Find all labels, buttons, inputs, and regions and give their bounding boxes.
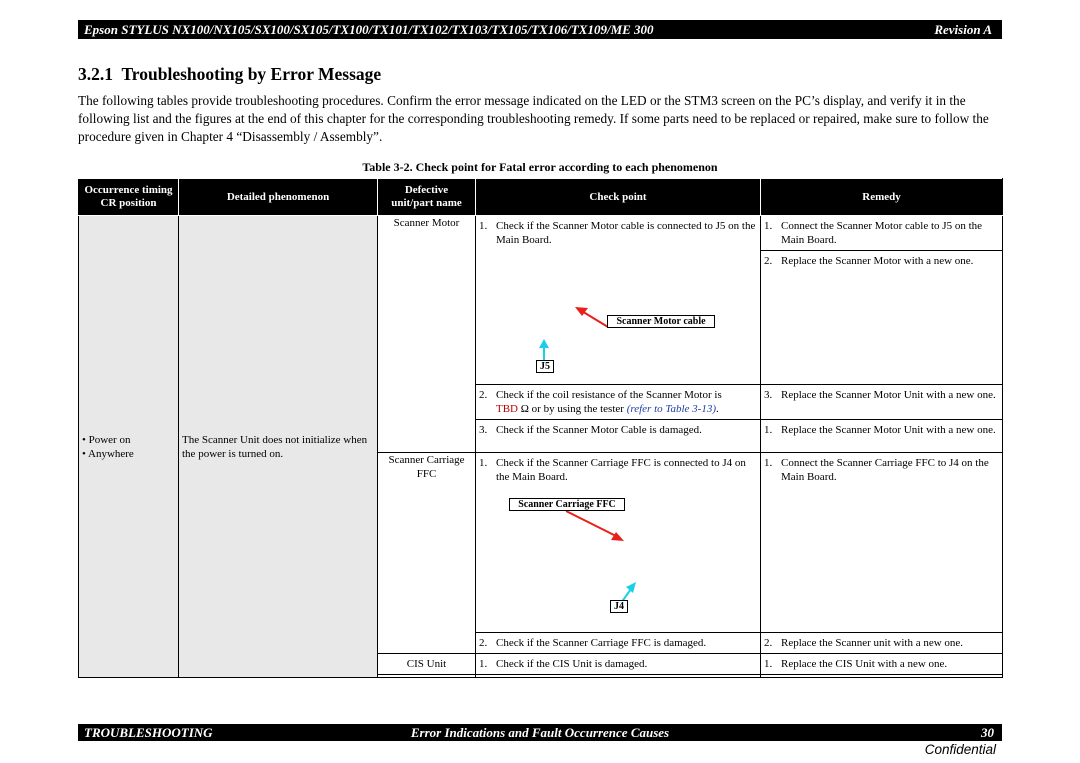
section-title bbox=[78, 64, 381, 85]
check-cell: 1. Check if the Scanner Motor cable is connected to J5 on the Main Board. Scanner Motor cable J5 bbox=[476, 216, 761, 385]
header-model-line: Epson STYLUS NX100/NX105/SX100/SX105/TX100/TX101/TX102/TX103/TX105/TX106/TX109/ME 300 bbox=[84, 22, 654, 37]
label-j5: J5 bbox=[536, 360, 554, 373]
label-scanner-motor-cable: Scanner Motor cable bbox=[607, 315, 715, 328]
check-cell: 2. Check if the coil resistance of the Scanner Motor is TBD Ω or by using the tester (refer to Table 3-13). bbox=[476, 385, 761, 420]
remedy-cell: 2. Replace the Scanner Motor with a new one. bbox=[761, 251, 1003, 385]
phenomenon-cell: The Scanner Unit does not initialize when the power is turned on. bbox=[179, 216, 378, 678]
spacer-cell bbox=[761, 675, 1003, 678]
header-phenomenon: Detailed phenomenon bbox=[179, 179, 378, 216]
remedy-cell: 2. Replace the Scanner unit with a new one. bbox=[761, 633, 1003, 654]
part-cis-unit: CIS Unit bbox=[378, 654, 476, 675]
occurrence-cell bbox=[79, 216, 179, 678]
header-check-point: Check point bbox=[476, 179, 761, 216]
header-revision: Revision A bbox=[934, 22, 992, 37]
label-scanner-carriage-ffc: Scanner Carriage FFC bbox=[509, 498, 625, 511]
check-cell: 2. Check if the Scanner Carriage FFC is damaged. bbox=[476, 633, 761, 654]
scanner-carriage-figure bbox=[476, 487, 760, 632]
remedy-cell: 1. Connect the Scanner Motor cable to J5 on the Main Board. bbox=[761, 216, 1003, 251]
table-caption: Table 3-2. Check point for Fatal error according to each phenomenon bbox=[362, 160, 718, 174]
troubleshooting-table bbox=[78, 178, 1003, 678]
remedy-cell: 3. Replace the Scanner Motor Unit with a new one. bbox=[761, 385, 1003, 420]
check-cell: 3. Check if the Scanner Motor Cable is damaged. bbox=[476, 420, 761, 453]
check-cell: 1. Check if the CIS Unit is damaged. bbox=[476, 654, 761, 675]
label-j4: J4 bbox=[610, 600, 628, 613]
part-scanner-motor: Scanner Motor bbox=[378, 216, 476, 453]
red-arrow-line bbox=[566, 511, 618, 537]
footer-bar bbox=[78, 724, 1002, 741]
occurrence-item: • Power on bbox=[82, 433, 131, 446]
confidential-mark: Confidential bbox=[924, 742, 996, 757]
cyan-arrow-head bbox=[539, 339, 549, 348]
check-cell: 1. Check if the Scanner Carriage FFC is connected to J4 on the Main Board. Scanner Carriage FFC J4 bbox=[476, 453, 761, 633]
header-remedy: Remedy bbox=[761, 179, 1003, 216]
scanner-motor-figure bbox=[476, 250, 760, 384]
remedy-cell: 1. Connect the Scanner Carriage FFC to J4 on the Main Board. bbox=[761, 453, 1003, 633]
table-row bbox=[79, 216, 1003, 251]
spacer-cell bbox=[378, 675, 476, 678]
intro-paragraph: The following tables provide troubleshooting procedures. Confirm the error message indicated on the LED or the STM3 screen on the PC’s display, and verify it in the following list and the figures at the end of this chapter for the corresponding troubleshooting remedy. If some parts need to be replaced or repaired, make sure to follow the procedure given in Chapter 4 “Disassembly / Assembly”. bbox=[78, 93, 989, 144]
header-bar bbox=[78, 20, 1002, 39]
footer-chapter: TROUBLESHOOTING bbox=[84, 725, 213, 740]
spacer-cell bbox=[476, 675, 761, 678]
occurrence-item: • Anywhere bbox=[82, 447, 134, 460]
footer-page-number: 30 bbox=[981, 725, 994, 740]
header-occurrence: Occurrence timing CR position bbox=[79, 179, 179, 216]
cyan-arrow-head bbox=[626, 582, 636, 593]
footer-section: Error Indications and Fault Occurrence Causes bbox=[410, 725, 670, 740]
section-title-text: Troubleshooting by Error Message bbox=[121, 64, 382, 84]
remedy-cell: 1. Replace the Scanner Motor Unit with a new one. bbox=[761, 420, 1003, 453]
red-arrow-head bbox=[611, 532, 624, 541]
header-defective: Defective unit/part name bbox=[378, 179, 476, 216]
part-scanner-carriage: Scanner Carriage FFC bbox=[378, 453, 476, 654]
remedy-cell: 1. Replace the CIS Unit with a new one. bbox=[761, 654, 1003, 675]
table-header-row bbox=[79, 179, 1003, 216]
section-number: 3.2.1 bbox=[78, 64, 113, 84]
